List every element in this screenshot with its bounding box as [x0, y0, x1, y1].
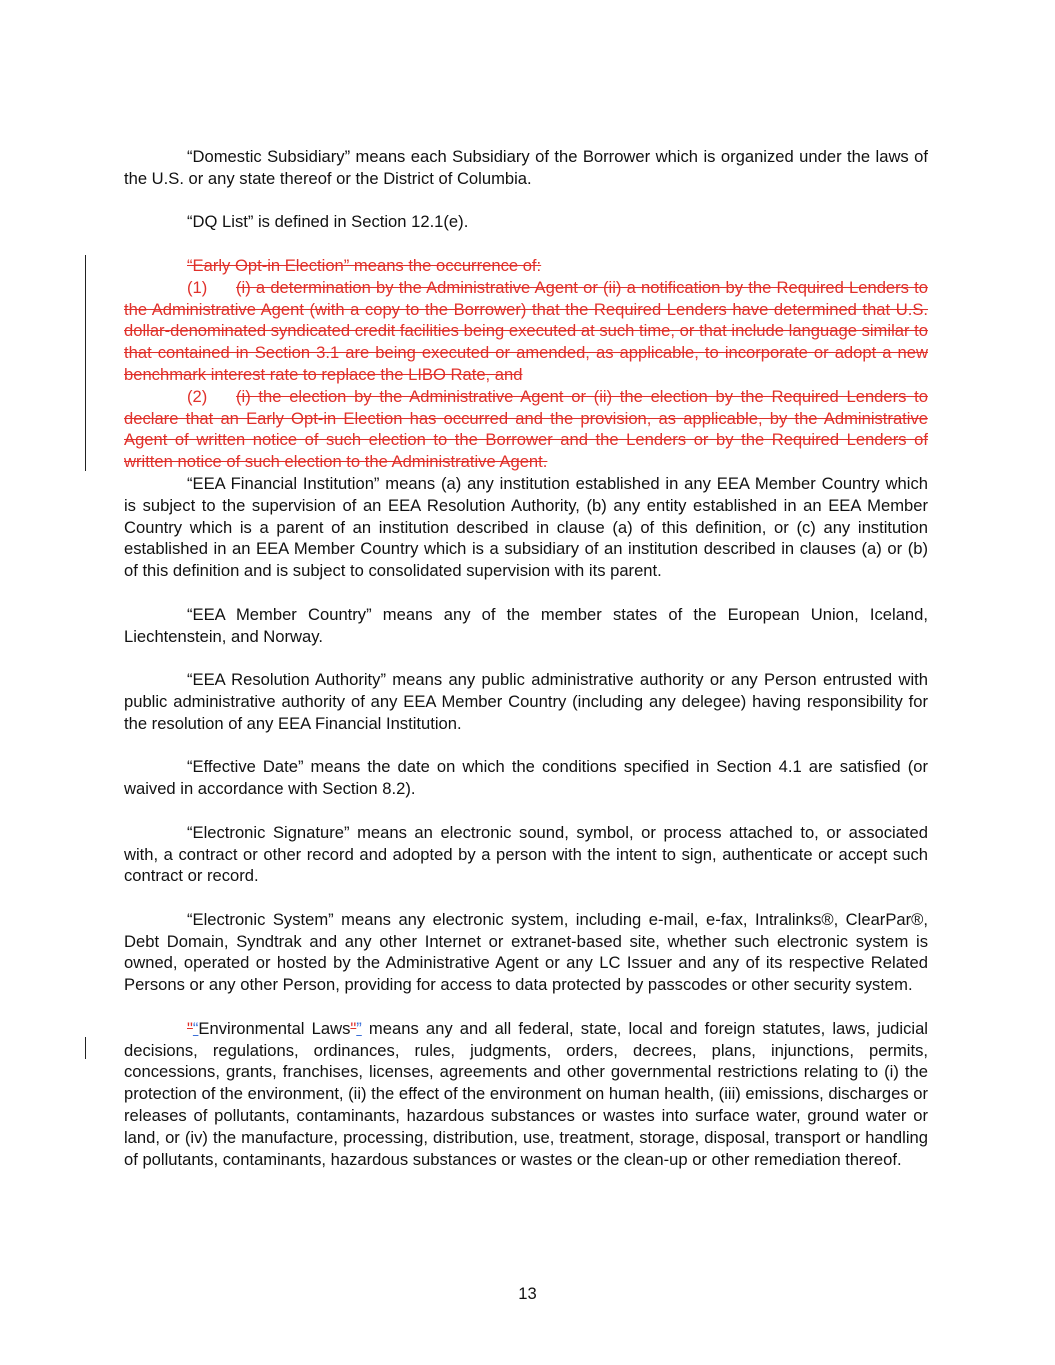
- change-bar-environmental-laws: [85, 1037, 86, 1059]
- deleted-open-quote: ": [187, 1018, 193, 1038]
- inserted-open-quote: “: [192, 1018, 199, 1038]
- definition-effective-date: “Effective Date” means the date on which the conditions specified in Section 4.1 are satisfied (or waived in accordance with Section 8.2).: [124, 757, 928, 799]
- definition-dq-list: “DQ List” is defined in Section 12.1(e).: [187, 212, 469, 232]
- deleted-definition-early-opt-in-item-2: [124, 386, 928, 473]
- definition-domestic-subsidiary: “Domestic Subsidiary” means each Subsidiary of the Borrower which is organized under the laws of the U.S. or any state thereof or the District of Columbia.: [124, 147, 928, 188]
- page-number: 13: [518, 1284, 537, 1303]
- item-number: (1): [187, 277, 208, 297]
- definition-electronic-system: “Electronic System” means any electronic system, including e-mail, e-fax, Intralinks®, ClearPar®, Debt Domain, Syndtrak and any other Internet or extranet-based site, whether such electronic system is owned, operated or hosted by the Administrative Agent or any LC Issuer and any of its respective Related Persons or any other Person, providing for access to data protected by passcodes or other security system.: [124, 909, 928, 995]
- defined-term: Environmental Laws: [198, 1018, 351, 1038]
- definition-eea-financial-institution: “EEA Financial Institution” means (a) any institution established in any EEA Member Country which is subject to the supervision of an EEA Resolution Authority, (b) any entity established in an EEA Member Country which is a parent of an institution described in clause (a) of this definition, or (c) any institution established in an EEA Member Country which is a subsidiary of an institution described in clauses (a) or (b) of this definition and is subject to consolidated supervision with its parent.: [124, 473, 928, 581]
- definition-eea-resolution-authority: “EEA Resolution Authority” means any public administrative authority or any Person entrusted with public administrative authority of any EEA Member Country (including any delegee) having responsibility for the resolution of any EEA Financial Institution.: [124, 670, 928, 733]
- document-page: [124, 146, 928, 1170]
- item-text: (i) the election by the Administrative Agent or (ii) the election by the Required Lenders to declare that an Early Opt-in Election has occurred and the provision, as applicable, by the Administrative Agent of written notice of such election to the Borrower and the Lenders or by the Required Lenders of written notice of such election to the Administrative Agent.: [124, 386, 928, 472]
- inserted-close-quote: ”: [356, 1018, 362, 1038]
- definition-environmental-laws: [124, 1018, 928, 1171]
- deleted-definition-early-opt-in-heading: “Early Opt-in Election” means the occurrence of:: [187, 255, 542, 275]
- deleted-close-quote: ": [350, 1018, 357, 1038]
- definition-body: means any and all federal, state, local and foreign statutes, laws, judicial decisions, regulations, ordinances, rules, judgments, orders, decrees, plans, injunctions, permits, concessions, grants, franchises, licenses, agreements and other governmental restrictions relating to (i) the protection of the environment, (ii) the effect of the environment on human health, (iii) emissions, discharges or releases of pollutants, contaminants, hazardous substances or wastes into surface water, ground water or land, or (iv) the manufacture, processing, distribution, use, treatment, storage, disposal, transport or handling of pollutants, contaminants, hazardous substances or wastes or the clean-up or other remediation thereof.: [124, 1018, 928, 1169]
- item-text: (i) a determination by the Administrative Agent or (ii) a notification by the Required Lenders to the Administrative Agent (with a copy to the Borrower) that the Required Lenders have determined that U.S. dollar-denominated syndicated credit facilities being executed at such time, or that include language similar to that contained in Section 3.1 are being executed or amended, as applicable, to incorporate or adopt a new benchmark interest rate to replace the LIBO Rate, and: [124, 277, 928, 384]
- item-number: (2): [187, 386, 208, 406]
- change-bar-early-opt-in: [85, 255, 86, 471]
- definition-eea-member-country: “EEA Member Country” means any of the member states of the European Union, Iceland, Liechtenstein, and Norway.: [124, 604, 928, 646]
- definition-electronic-signature: “Electronic Signature” means an electronic sound, symbol, or process attached to, or associated with, a contract or other record and adopted by a person with the intent to sign, authenticate or accept such contract or record.: [124, 822, 928, 886]
- deleted-definition-early-opt-in-item-1: [124, 277, 928, 386]
